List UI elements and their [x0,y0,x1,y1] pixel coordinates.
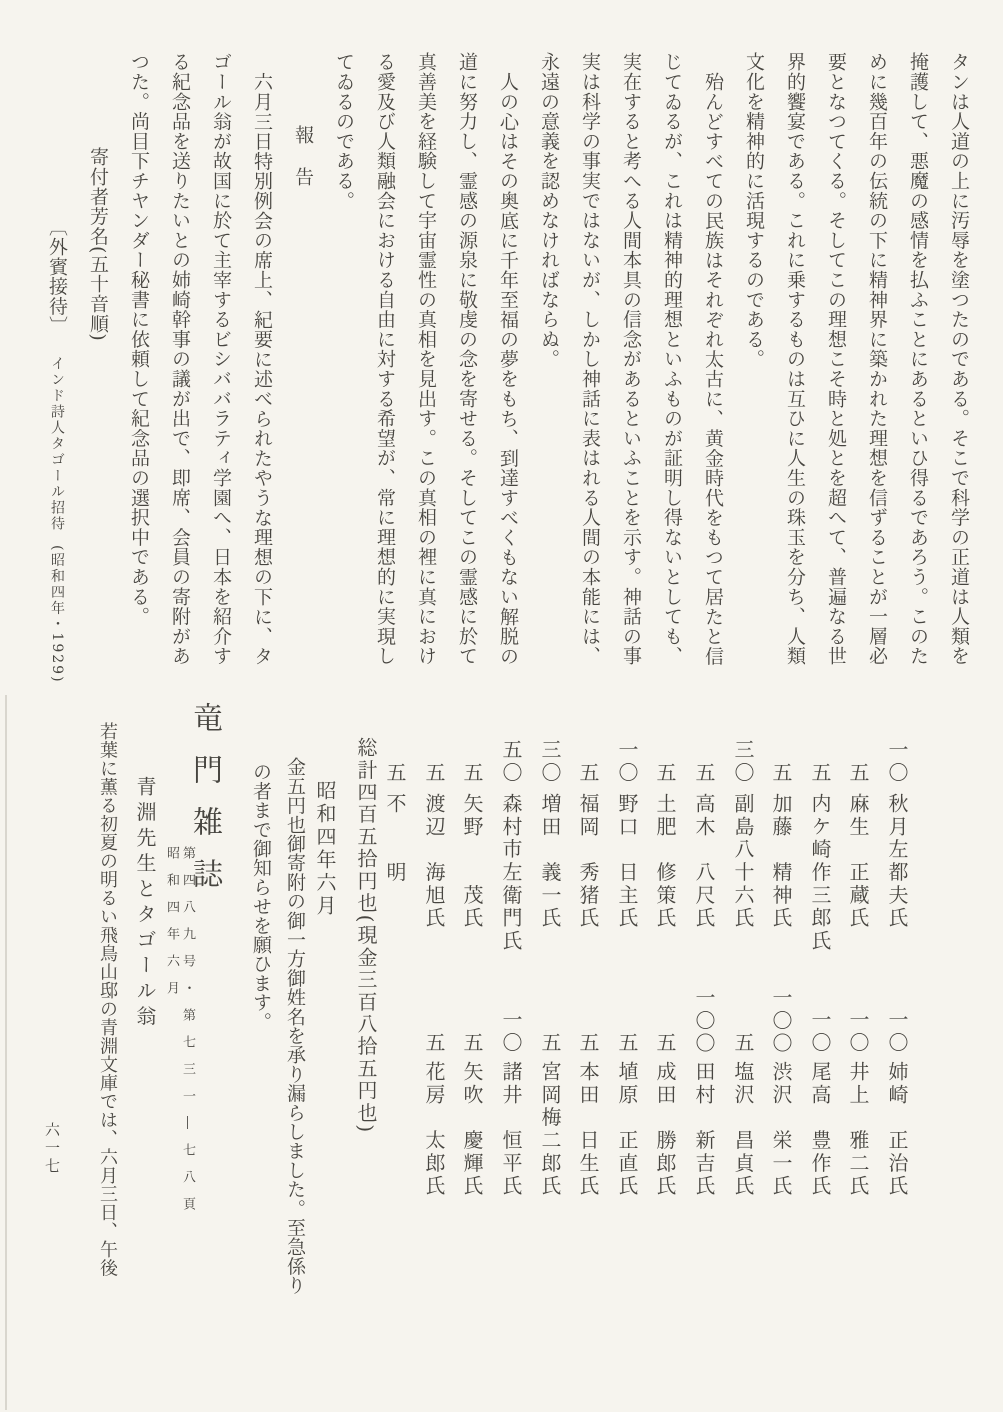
donor-name: 土肥 修策氏 [653,793,677,930]
section-year: (昭和四年・1929) [49,544,65,684]
donation-amount: 一〇 [615,739,639,785]
text-line: 文化を精神的に活現するのである。 [743,52,765,369]
donor-entry [613,739,642,930]
donor-entry [613,985,642,1198]
donor-column [881,739,921,1269]
donor-entry [651,739,680,930]
donation-amount: 一〇〇 [769,986,793,1055]
donor-entry [690,739,719,930]
text-line: 掩護して、悪魔の感情を払ふことにあるといひ得るであろう。このた [907,52,929,666]
donation-amount: 五 [808,762,832,785]
donation-amount: 五 [653,762,677,785]
donor-column [495,739,535,1269]
donor-name: 森村市左衛門氏 [499,793,523,953]
journal-issue: 第四八九号・第七三一―七八頁 [180,846,195,1224]
donor-name: 渡辺 海旭氏 [422,793,446,930]
journal-citation [163,846,195,1224]
donor-name: 諸井 恒平氏 [499,1061,523,1198]
donation-amount: 五〇 [499,739,523,785]
note-line-1: 金五円也御寄附の御一方御姓名を承り漏らしました。至急係り [284,757,306,1295]
donation-amount: 五 [846,762,870,785]
donor-entry [536,739,565,930]
donation-amount: 五 [538,1032,562,1055]
text-line: 真善美を経験して宇宙霊性の真相を見出す。この真相の裡に真におけ [415,52,437,666]
donor-entry [420,985,449,1198]
donor-name: 宮岡梅二郎氏 [538,1061,562,1198]
donor-column [842,739,882,1269]
text-line: めに幾百年の伝統の下に精神界に築かれた理想を信ずることが一層必 [866,52,888,666]
donor-entry [458,739,487,930]
text-line: 実は科学の事実ではないが、しかし神話に表はれる人間の本能には、 [579,52,601,666]
report-heading: 報 告 [292,125,314,188]
text-line: 道に努力し、霊感の源泉に敬虔の念を寄せる。そしてこの霊感に於て [456,52,478,666]
donation-amount: 五 [731,1032,755,1055]
text-line: 実在すると考へる人間本具の信念があるといふことを示す。神話の事 [620,52,642,666]
donation-amount: 一〇 [499,1009,523,1055]
donation-amount: 三〇 [538,739,562,785]
donor-name: 加藤 精神氏 [769,793,793,930]
donation-amount: 五 [460,762,484,785]
donor-column [649,739,689,1269]
donation-amount: 五 [692,762,716,785]
donor-name: 野口 日主氏 [615,793,639,930]
donor-name: 成田 勝郎氏 [653,1061,677,1198]
section-category: 〔外賓接待〕 [46,217,68,336]
text-line: る愛及び人類融会における自由に対する希望が、常に理想的に実現し [374,52,396,666]
donor-column [379,739,419,1269]
donor-column [727,739,767,1269]
donation-amount: 五 [615,1032,639,1055]
donor-name: 秋月左都夫氏 [885,793,909,930]
article-opening-line: 若葉に薫る初夏の明るい飛鳥山邸の青淵文庫では、六月三日、午後 [97,722,118,1277]
donor-entry [844,985,873,1198]
donor-entry [574,985,603,1198]
donor-name: 高木 八尺氏 [692,793,716,930]
donor-entry [497,985,526,1198]
text-line: てゐるのである。 [333,52,355,211]
donor-entry [536,985,565,1198]
donation-amount: 五 [576,1032,600,1055]
donor-column [456,739,496,1269]
donor-name: 増田 義一氏 [538,793,562,930]
text-line: る紀念品を送りたいとの姉崎幹事の議が出で、即席、会員の寄附があ [169,52,191,666]
journal-title: 竜門雑誌 [187,702,222,910]
donation-amount: 一〇 [846,1009,870,1055]
donor-entry [381,739,410,884]
donation-amount: 五 [460,1032,484,1055]
text-line: 要となつてくる。そしてこの理想こそ時と処とを超へて、普遍なる世 [825,52,847,666]
donor-entry [690,985,719,1198]
donor-name: 矢吹 慶輝氏 [460,1061,484,1198]
donor-name: 井上 雅二氏 [846,1061,870,1198]
donation-amount: 五 [422,1032,446,1055]
donor-column [534,739,574,1269]
donation-amount: 一〇 [885,739,909,785]
donor-entry [767,739,796,930]
donor-name: 埴原 正直氏 [615,1061,639,1198]
section-title: インド詩人タゴール招待 [49,355,65,532]
donor-entry [729,739,758,930]
donor-name: 不 明 [383,793,407,885]
donor-column [765,739,805,1269]
donor-name: 副島八十六氏 [731,793,755,930]
donor-entry [767,985,796,1198]
donation-amount: 一〇 [808,1009,832,1055]
donation-amount: 五 [422,762,446,785]
donor-name: 塩沢 昌貞氏 [731,1061,755,1198]
note-line-2: の者まで御知らせを願ひます。 [250,762,272,1031]
donation-amount: 三〇 [731,739,755,785]
donor-entry [651,985,680,1198]
text-line: タンは人道の上に汚辱を塗つたのである。そこで科学の正道は人類を [948,52,970,666]
next-section-heading [36,52,77,684]
donor-entry [458,985,487,1198]
article-title: 青淵先生とタゴール翁 [133,776,157,1031]
donor-column [804,739,844,1269]
donor-name: 内ケ崎作三郎氏 [808,793,832,953]
total-amount-line: 総計四百五拾円也(現金三百八拾五円也) [354,737,378,1135]
main-text-block [36,52,979,684]
donor-entry [806,985,835,1198]
donor-name: 本田 日生氏 [576,1061,600,1198]
page-number: 六一七 [43,1122,61,1176]
text-line: つた。尚目下チヤンダー秘書に依頼して紀念品の選択中である。 [128,52,150,627]
donor-name: 花房 太郎氏 [422,1061,446,1198]
donor-column [688,739,728,1269]
text-line: 人の心はその奥底に千年至福の夢をもち、到達すべくもない解脱の [497,72,519,666]
donor-entry [497,739,526,953]
donor-name: 矢野 茂氏 [460,793,484,930]
donor-column [418,739,458,1269]
text-line: 六月三日特別例会の席上、紀要に述べられたやうな理想の下に、タ [251,72,273,666]
text-line: 永遠の意義を認めなければならぬ。 [538,52,560,369]
donor-name: 姉崎 正治氏 [885,1061,909,1198]
text-line: じてゐるが、これは精神的理想といふものが証明し得ないとしても、 [661,52,683,666]
donor-list-heading: 寄付者芳名(五十音順) [87,147,109,342]
donor-name: 尾高 豊作氏 [808,1061,832,1198]
donation-amount: 五 [769,762,793,785]
donation-date: 昭和四年六月 [313,780,337,918]
donor-entry [883,985,912,1198]
donor-entry [729,985,758,1198]
donor-column [611,739,651,1269]
journal-issue-date: 昭和四年六月 [164,846,179,1008]
donation-amount: 一〇 [885,1009,909,1055]
donor-entry [883,739,912,930]
donor-entry [844,739,873,930]
donor-entry [806,739,835,953]
text-line: 界的饗宴である。これに乗するものは互ひに人生の珠玉を分ち、人類 [784,52,806,666]
text-line: 殆んどすべての民族はそれぞれ太古に、黄金時代をもつて居たと信 [702,72,724,666]
donor-column [572,739,612,1269]
text-line: ゴール翁が故国に於て主宰するビシババラティ学園へ、日本を紹介す [210,52,232,666]
donation-amount: 五 [383,762,407,785]
donation-amount: 一〇〇 [692,986,716,1055]
donor-list [381,739,921,1269]
donor-name: 田村 新吉氏 [692,1061,716,1198]
donor-name: 渋沢 栄一氏 [769,1061,793,1198]
donation-amount: 五 [576,762,600,785]
donor-name: 麻生 正蔵氏 [846,793,870,930]
donor-entry [574,739,603,930]
donation-amount: 五 [653,1032,677,1055]
donor-entry [420,739,449,930]
donor-name: 福岡 秀猪氏 [576,793,600,930]
scan-edge-artifact [5,695,7,1410]
